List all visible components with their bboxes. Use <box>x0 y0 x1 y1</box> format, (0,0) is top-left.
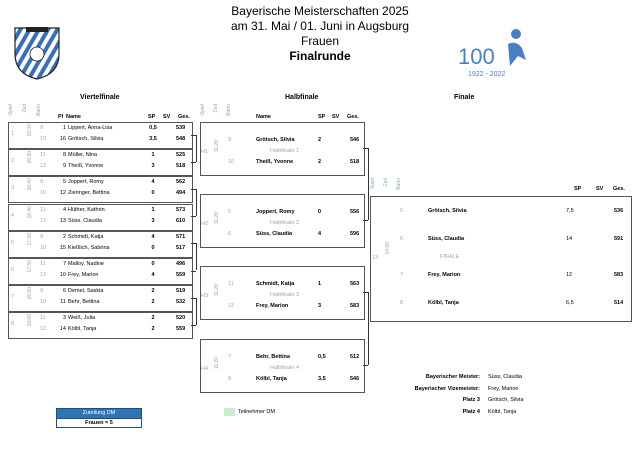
final-label: FINALE <box>440 254 460 260</box>
bracket-connector-line <box>363 220 368 221</box>
quarter-sp: 2 <box>151 288 155 295</box>
final-bahn: 8 <box>400 300 404 306</box>
quarter-ges: 559 <box>176 326 186 333</box>
col-zeit-f: Zeit <box>383 178 389 187</box>
quarter-ges: 562 <box>176 179 186 186</box>
final-sp: 7,5 <box>566 208 574 214</box>
quarter-time: 15:30 <box>27 151 33 164</box>
quarter-pl: 16 <box>59 136 66 142</box>
col-sp: SP <box>148 114 156 120</box>
result-name: Grötsch, Silvia <box>488 397 524 403</box>
quarter-name: Demel, Saskia <box>68 288 104 295</box>
quarter-bahn: 11 <box>40 206 46 213</box>
quarter-pl: 10 <box>59 272 66 278</box>
half-sp: 3 <box>318 303 322 309</box>
bracket-connector-line <box>368 148 369 220</box>
quarter-pl: 4 <box>62 206 66 213</box>
half-label: Halbfinale 2 <box>270 220 300 226</box>
quarter-match-box <box>8 312 193 339</box>
quarter-time: 17:50 <box>27 260 33 273</box>
final-sp: 12 <box>566 272 573 278</box>
quarter-pl: 8 <box>62 152 66 159</box>
half-sp: 4 <box>318 231 322 237</box>
quarter-game-number: 8 <box>11 321 15 328</box>
half-name: Theiß, Yvonne <box>256 159 294 165</box>
col-ges: Ges. <box>178 114 190 120</box>
quarter-name: Behr, Bettina <box>68 299 100 306</box>
section-final: Finale <box>454 94 475 101</box>
quarter-pl: 6 <box>62 288 66 295</box>
final-sp: 6,5 <box>566 300 574 306</box>
quarter-sp: 4 <box>151 272 155 278</box>
quarter-ges: 525 <box>176 152 186 159</box>
final-name: Süss, Claudia <box>428 236 465 242</box>
half-name: Schmidt, Katja <box>256 281 295 287</box>
bracket-connector-line <box>368 292 369 365</box>
quarter-sp: 3,5 <box>149 136 157 142</box>
quarter-pl: 5 <box>62 179 66 186</box>
half-name: Grötsch, Silvia <box>256 137 295 143</box>
col-bahn-f: Bahn <box>396 178 402 190</box>
anniversary-logo <box>458 26 538 82</box>
page-title-block <box>180 4 460 64</box>
quarter-time: 16:40 <box>27 178 33 191</box>
title-line4: Finalrunde <box>289 49 351 63</box>
col-sv-f: SV <box>596 186 604 192</box>
dm-allocation-label: Zuteilung DM <box>56 408 142 419</box>
logo-number: 100 <box>458 44 495 69</box>
quarter-sp: 0 <box>151 244 155 251</box>
quarter-pl: 14 <box>59 326 66 333</box>
quarter-ges: 573 <box>176 206 186 213</box>
quarter-name: Kießlich, Sabrina <box>68 244 110 251</box>
bracket-connector-line <box>191 325 196 326</box>
title-line3: Frauen <box>300 34 340 48</box>
quarter-ges: 559 <box>176 272 186 278</box>
title-line1: Bayerische Meisterschaften 2025 <box>231 4 409 18</box>
bracket-connector-line <box>191 216 196 217</box>
quarter-time: 15:30 <box>27 124 33 137</box>
quarter-game-number: 6 <box>11 267 15 273</box>
half-name: Frey, Marion <box>256 303 289 309</box>
half-sp: 1 <box>318 281 322 287</box>
section-half: Halbfinale <box>285 94 319 101</box>
quarter-time: 16:40 <box>27 205 33 219</box>
quarter-ges: 496 <box>176 261 186 267</box>
half-ges: 546 <box>350 376 360 382</box>
dm-participant-swatch <box>224 408 235 416</box>
quarter-bahn: 12 <box>40 217 47 224</box>
half-bahn: 5 <box>228 209 232 215</box>
quarter-sp: 2 <box>151 326 155 333</box>
quarter-name: Müller, Nina <box>68 152 98 159</box>
final-name: Grötsch, Silvia <box>428 208 467 214</box>
logo-years: 1922 - 2022 <box>468 71 506 78</box>
quarter-bahn: 9 <box>40 179 44 186</box>
quarter-sp: 0,5 <box>149 125 157 131</box>
quarter-bahn: 9 <box>40 125 44 131</box>
quarter-sp: 3 <box>151 217 155 224</box>
quarter-name: Kölbl, Tanja <box>68 326 97 333</box>
quarter-ges: 518 <box>176 163 186 170</box>
result-label: Bayerischer Vizemeister: <box>414 385 480 392</box>
col-sv-h: SV <box>332 114 340 120</box>
col-spiel: Spiel <box>8 104 14 116</box>
half-bahn: 10 <box>228 159 235 165</box>
quarter-sp: 4 <box>151 233 155 240</box>
quarter-bahn: 10 <box>40 190 47 197</box>
coat-of-arms-logo <box>12 24 62 80</box>
col-bahn-h: Bahn <box>226 104 232 116</box>
col-zeit-h: Zeit <box>213 104 219 113</box>
quarter-name: Grötsch, Silvia <box>68 136 104 142</box>
quarter-name: Theiß, Yvonne <box>68 163 104 170</box>
half-ges: 556 <box>350 209 360 215</box>
half-bahn: 6 <box>228 231 232 237</box>
final-name: Frey, Marion <box>428 272 461 278</box>
quarter-game-number: 2 <box>11 158 15 165</box>
final-time: 14:50 <box>385 242 391 255</box>
quarter-name: Malloy, Nadine <box>68 261 104 267</box>
quarter-bahn: 10 <box>40 299 47 306</box>
quarter-bahn: 11 <box>40 261 46 267</box>
bracket-connector-line <box>196 135 197 162</box>
quarter-bahn: 12 <box>40 326 47 333</box>
quarter-bahn: 11 <box>40 152 46 159</box>
quarter-game-number: 1 <box>11 131 15 137</box>
col-sv: SV <box>163 114 171 120</box>
bracket-connector-line <box>196 189 197 216</box>
half-bahn: 12 <box>228 303 235 309</box>
half-game-number: H3 <box>201 293 209 299</box>
half-game-number: H4 <box>201 366 209 372</box>
col-zeit: Zeit <box>22 104 28 113</box>
quarter-pl: 11 <box>60 299 66 306</box>
quarter-pl: 7 <box>62 261 66 267</box>
quarter-pl: 3 <box>62 315 66 322</box>
result-name: Kölbl, Tanja <box>488 408 517 415</box>
quarter-bahn: 12 <box>40 272 47 278</box>
half-bahn: 7 <box>228 354 232 360</box>
bracket-connector-line <box>191 271 196 272</box>
quarter-pl: 12 <box>59 190 66 197</box>
col-pl: Pl <box>58 114 64 120</box>
quarter-name: Joppert, Romy <box>68 179 104 186</box>
half-ges: 563 <box>350 281 360 287</box>
half-label: Halbfinale 1 <box>270 148 300 154</box>
half-ges: 546 <box>350 137 360 143</box>
col-bahn: Bahn <box>36 104 42 116</box>
quarter-ges: 494 <box>176 190 186 197</box>
half-sp: 0,5 <box>318 354 326 360</box>
quarter-sp: 1 <box>151 152 155 159</box>
col-spiel-f: Spiel <box>370 178 376 190</box>
half-name: Joppert, Romy <box>256 209 295 215</box>
dm-participant-label: Teilnehmer DM <box>238 409 275 415</box>
half-name: Kölbl, Tanja <box>256 376 287 382</box>
quarter-sp: 2 <box>151 299 155 306</box>
half-bahn: 11 <box>228 281 234 287</box>
col-name-h: Name <box>256 114 271 120</box>
quarter-pl: 9 <box>62 163 66 170</box>
quarter-sp: 2 <box>151 315 155 322</box>
quarter-name: Hüther, Kathrin <box>68 206 105 213</box>
dm-allocation-value: Frauen = 5 <box>56 418 142 428</box>
quarter-name: Süss, Claudia <box>68 217 102 224</box>
half-game-number: H2 <box>201 221 209 227</box>
quarter-bahn: 9 <box>40 288 44 295</box>
final-ges: 591 <box>614 236 624 242</box>
bracket-connector-line <box>191 162 196 163</box>
bracket-connector-line <box>196 243 197 270</box>
quarter-time: 19:00 <box>27 314 33 327</box>
half-sp: 0 <box>318 209 322 215</box>
result-label: Platz 3 <box>462 397 480 403</box>
quarter-pl: 13 <box>59 217 66 224</box>
quarter-pl: 2 <box>62 233 66 240</box>
quarter-ges: 532 <box>176 299 186 306</box>
half-bahn: 9 <box>228 137 232 143</box>
final-sp: 14 <box>566 236 573 242</box>
quarter-bahn: 10 <box>40 244 47 251</box>
half-name: Behr, Bettina <box>256 354 290 360</box>
quarter-time: 17:50 <box>27 232 33 246</box>
quarter-sp: 1 <box>151 206 155 213</box>
title-line2: am 31. Mai / 01. Juni in Augsburg <box>230 19 410 33</box>
half-label: Halbfinale 4 <box>270 365 300 371</box>
result-label: Platz 4 <box>462 408 480 415</box>
half-game-number: H1 <box>201 149 209 155</box>
quarter-sp: 4 <box>151 179 155 186</box>
half-ges: 583 <box>350 303 360 309</box>
quarter-time: 19:00 <box>27 287 33 300</box>
final-bahn: 6 <box>400 236 404 242</box>
final-game-number: 13 <box>372 255 379 261</box>
final-ges: 536 <box>614 208 624 214</box>
quarter-game-number: 3 <box>11 185 15 192</box>
quarter-name: Zieringer, Bettina <box>68 190 110 197</box>
final-bahn: 7 <box>400 272 404 278</box>
final-ges: 583 <box>614 272 624 278</box>
quarter-ges: 539 <box>176 125 186 131</box>
half-time: 11:20 <box>214 284 220 297</box>
half-time: 11:20 <box>214 140 220 153</box>
half-label: Halbfinale 3 <box>270 292 300 298</box>
quarter-game-number: 4 <box>11 212 15 219</box>
quarter-ges: 571 <box>176 233 186 240</box>
col-sp-h: SP <box>318 114 326 120</box>
bracket-connector-line <box>196 298 197 325</box>
col-sp-f: SP <box>574 186 582 192</box>
quarter-ges: 610 <box>176 217 186 224</box>
col-name: Name <box>66 114 81 120</box>
half-sp: 3,5 <box>318 376 326 382</box>
half-ges: 596 <box>350 231 360 237</box>
quarter-name: Lippert, Anna-Lisa <box>68 125 113 131</box>
quarter-bahn: 12 <box>40 163 47 170</box>
quarter-pl: 1 <box>62 125 66 131</box>
half-ges: 512 <box>350 354 360 360</box>
quarter-name: Schmidt, Katja <box>68 233 104 240</box>
quarter-sp: 3 <box>151 163 155 170</box>
quarter-sp: 0 <box>151 261 155 267</box>
final-match-box <box>370 196 632 322</box>
quarter-ges: 519 <box>176 288 186 295</box>
half-sp: 2 <box>318 137 322 143</box>
quarter-ges: 517 <box>176 244 186 251</box>
quarter-bahn: 10 <box>40 136 47 142</box>
result-name: Frey, Marion <box>488 385 519 392</box>
col-ges-f: Ges. <box>613 186 625 192</box>
quarter-ges: 548 <box>176 136 186 142</box>
half-bahn: 8 <box>228 376 232 382</box>
section-quarter: Viertelfinale <box>80 94 120 101</box>
half-sp: 2 <box>318 159 322 165</box>
final-bahn: 5 <box>400 208 404 214</box>
quarter-sp: 0 <box>151 190 155 197</box>
quarter-pl: 15 <box>59 244 66 251</box>
quarter-bahn: 11 <box>40 315 46 322</box>
half-time: 11:20 <box>214 212 220 225</box>
quarter-name: Frey, Marion <box>68 272 99 278</box>
half-ges: 518 <box>350 159 360 165</box>
quarter-game-number: 7 <box>11 294 15 301</box>
quarter-bahn: 9 <box>40 233 44 240</box>
quarter-ges: 520 <box>176 315 186 322</box>
col-spiel-h: Spiel <box>200 104 206 116</box>
final-name: Kölbl, Tanja <box>428 300 459 306</box>
quarter-name: Weiß, Julia <box>68 315 96 322</box>
half-time: 11:20 <box>214 357 220 370</box>
half-name: Süss, Claudia <box>256 231 293 237</box>
quarter-game-number: 5 <box>11 239 15 246</box>
col-ges-h: Ges. <box>347 114 359 120</box>
bracket-connector-line <box>363 365 368 366</box>
result-name: Süss, Claudia <box>488 374 522 380</box>
final-ges: 514 <box>614 300 624 306</box>
result-label: Bayerischer Meister: <box>425 374 480 380</box>
